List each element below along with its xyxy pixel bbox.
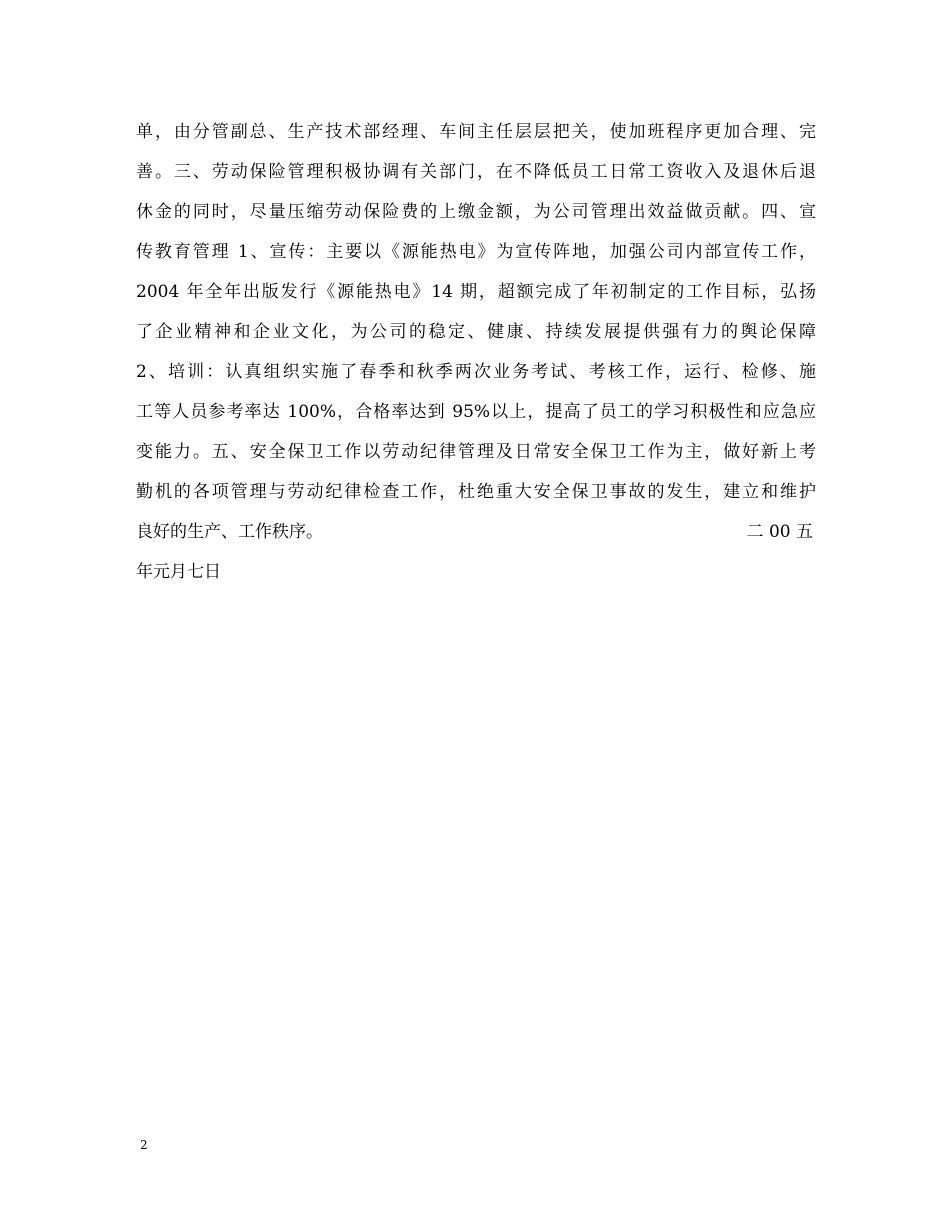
paragraph-line: 了企业精神和企业文化，为公司的稳定、健康、持续发展提供强有力的舆论保障	[136, 322, 816, 342]
paragraph-line: 变能力。五、安全保卫工作以劳动纪律管理及日常安全保卫工作为主，做好新上考	[136, 442, 816, 462]
page-number: 2	[140, 1138, 148, 1152]
paragraph-line: 2、培训：认真组织实施了春季和秋季两次业务考试、考核工作，运行、检修、施	[136, 362, 816, 382]
date-line-left: 年元月七日	[136, 562, 221, 582]
date-line-right: 二 00 五	[746, 522, 813, 542]
paragraph-line: 2004 年全年出版发行《源能热电》14 期，超额完成了年初制定的工作目标，弘扬	[136, 282, 816, 302]
paragraph-line: 工等人员参考率达 100%，合格率达到 95%以上，提高了员工的学习积极性和应急应	[136, 402, 816, 422]
paragraph-line: 勤机的各项管理与劳动纪律检查工作，杜绝重大安全保卫事故的发生，建立和维护	[136, 482, 816, 502]
paragraph-line: 善。三、劳动保险管理积极协调有关部门，在不降低员工日常工资收入及退休后退	[136, 162, 816, 182]
paragraph-line: 良好的生产、工作秩序。	[136, 522, 323, 542]
paragraph-line: 休金的同时，尽量压缩劳动保险费的上缴金额，为公司管理出效益做贡献。四、宣	[136, 202, 816, 222]
paragraph-line: 单，由分管副总、生产技术部经理、车间主任层层把关，使加班程序更加合理、完	[136, 122, 816, 142]
paragraph-line: 传教育管理 1、宣传：主要以《源能热电》为宣传阵地，加强公司内部宣传工作，	[136, 242, 816, 262]
body-paragraph	[136, 112, 816, 552]
